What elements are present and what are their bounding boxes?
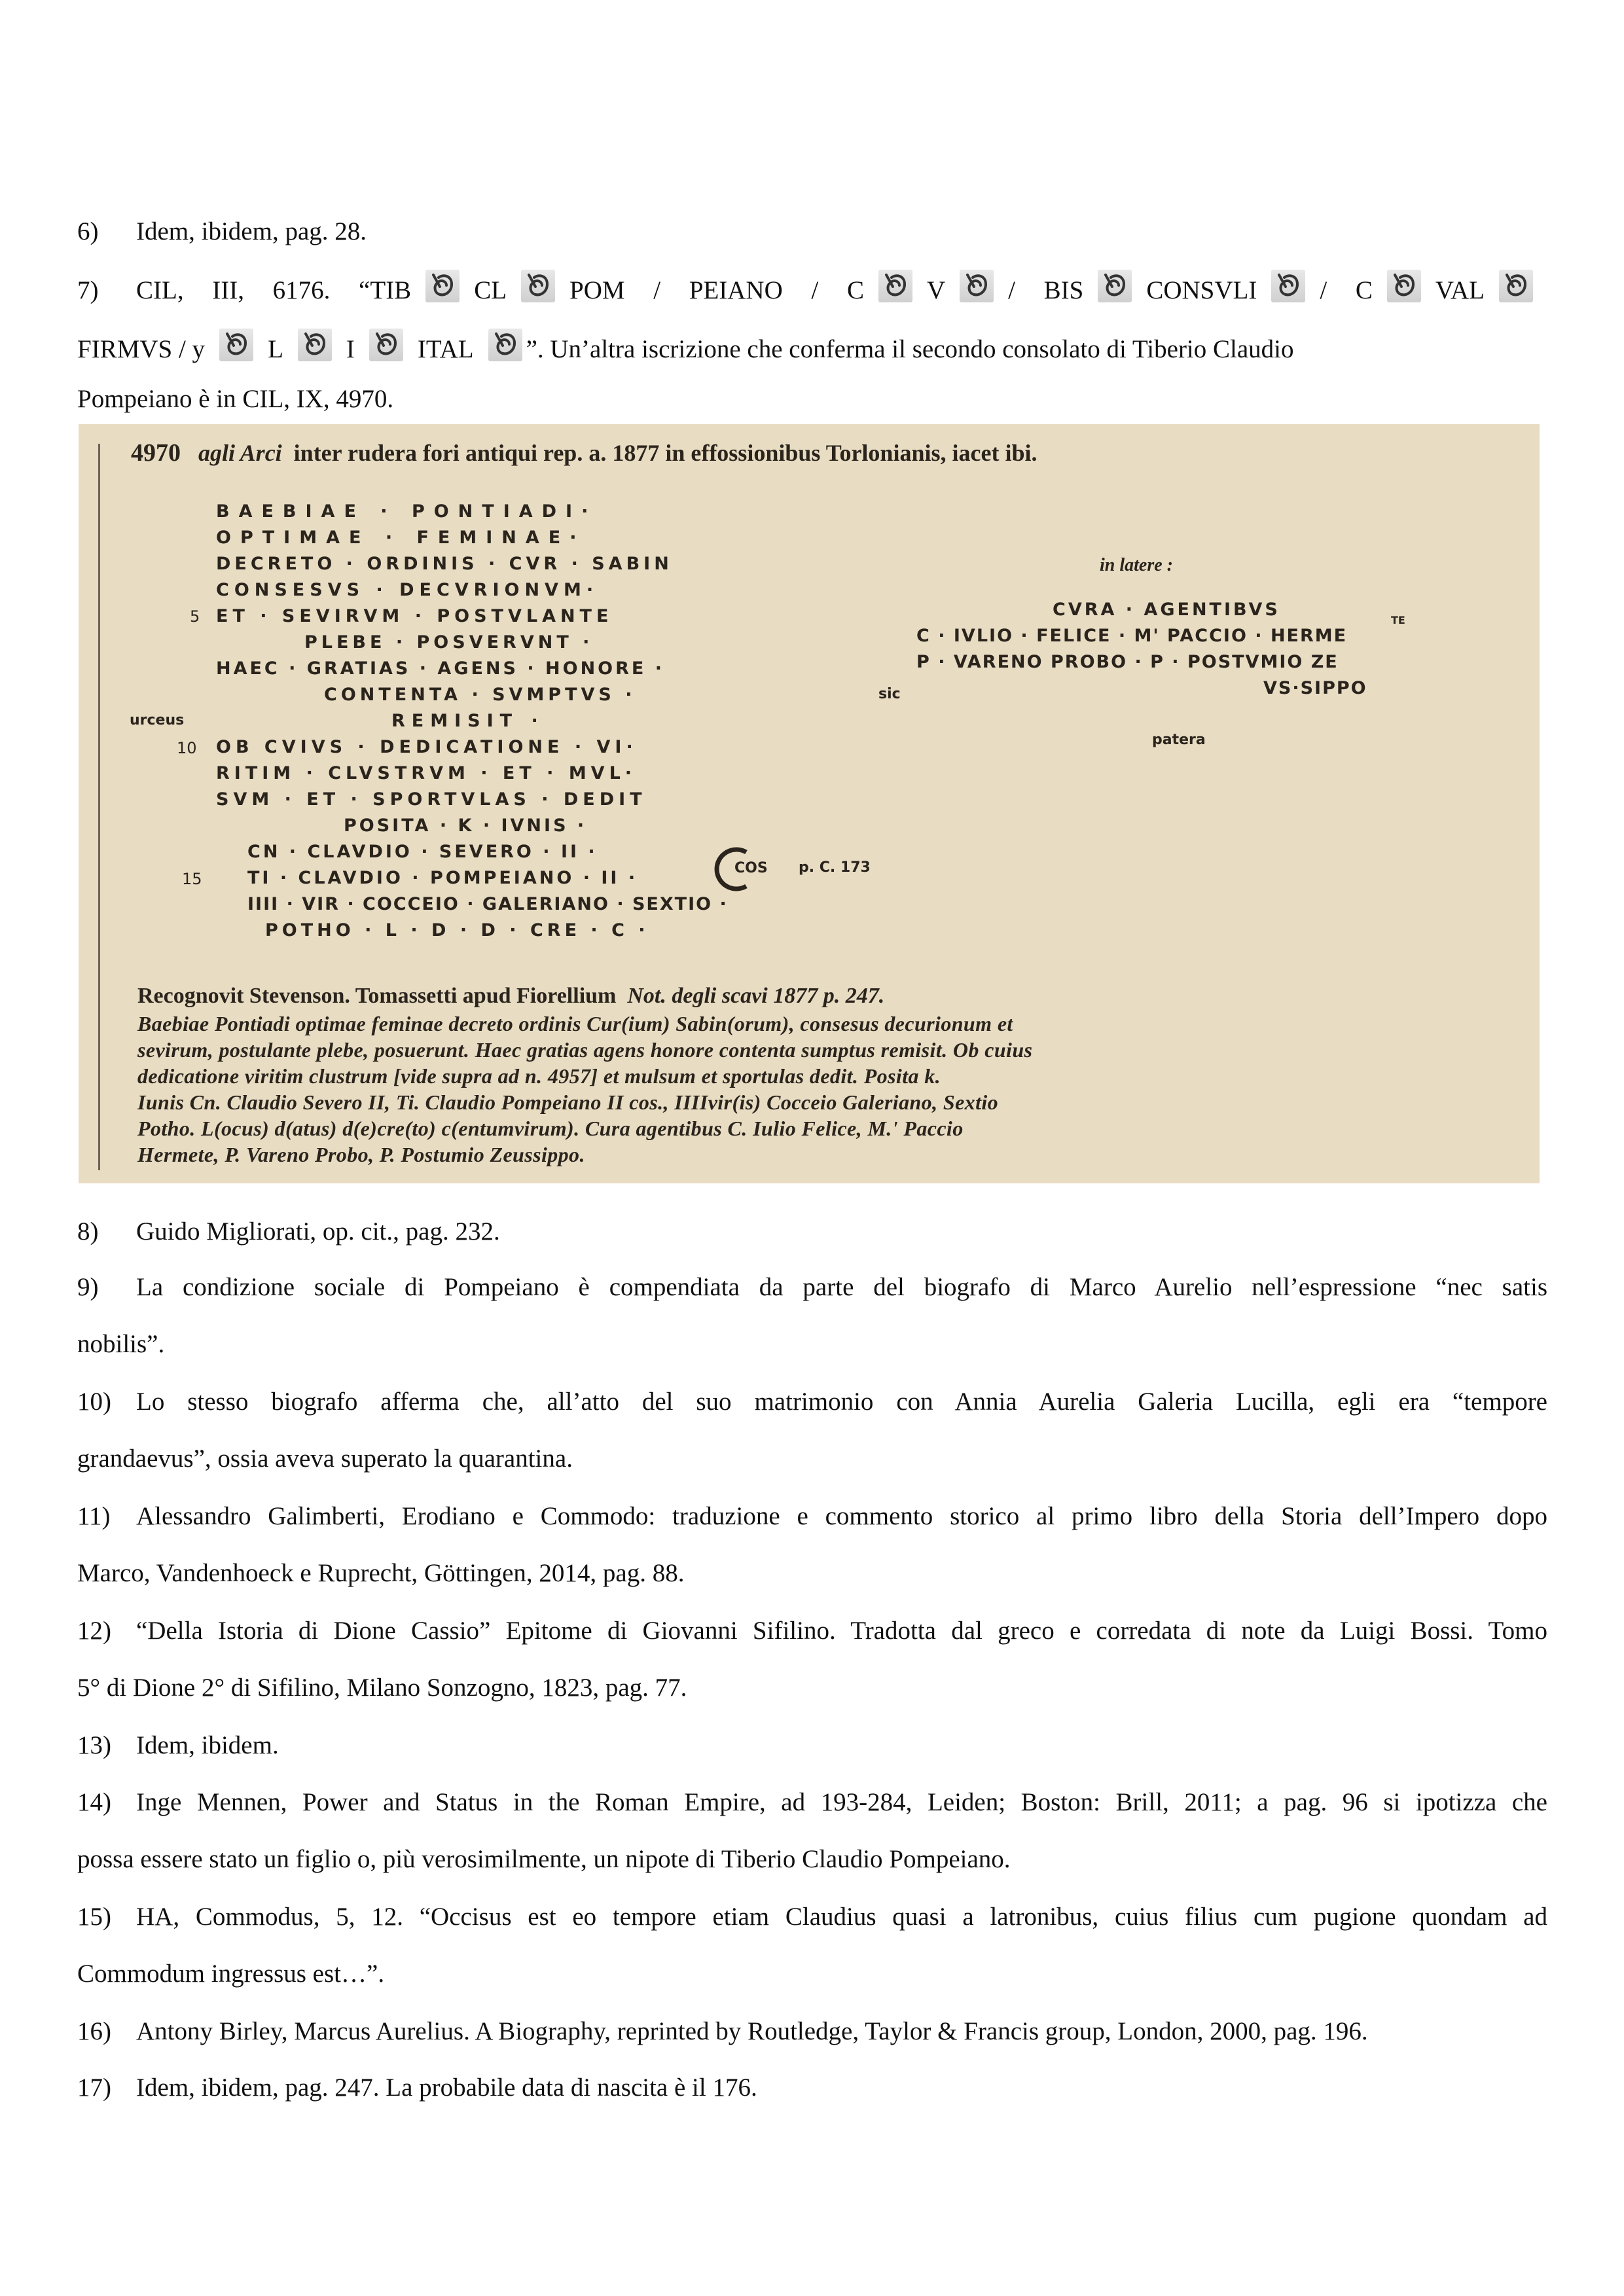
footnote-text: “Della Istoria di Dione Cassio” Epitome di Giovanni Sifilino. Tradotta dal greco e corredata di note da Luigi Bossi. Tomo: [136, 1617, 1547, 1645]
superscript-te: TE: [1391, 614, 1405, 626]
inscription-place: agli Arci: [198, 440, 282, 466]
footnote-number: 16): [77, 2017, 111, 2045]
footnote-10-cont: grandaevus”, ossia aveva superato la quarantina.: [77, 1444, 573, 1473]
footnote-text: V: [926, 276, 946, 304]
in-latere-line: P · VARENO PROBO · P · POSTVMIO ZE: [916, 652, 1339, 672]
footnote-7-line-2: [77, 329, 1294, 365]
commentary-line: Hermete, P. Vareno Probo, P. Postumio Zeussippo.: [137, 1143, 585, 1166]
footnote-17: [77, 2072, 1547, 2104]
footnote-number: 12): [77, 1617, 111, 1645]
footnote-text: / C: [1320, 276, 1373, 304]
footnote-number: 6): [77, 217, 99, 245]
footnote-16: [77, 2016, 1547, 2047]
inscription-scan: [79, 424, 1540, 1183]
inscription-line: POSITA · K · IVNIS ·: [344, 816, 587, 836]
footnote-text: ITAL: [417, 335, 474, 363]
line-number: 10: [177, 739, 197, 757]
footnote-text: HA, Commodus, 5, 12. “Occisus est eo tempore etiam Claudius quasi a latronibus, cuius filius cum pugione quondam ad: [136, 1903, 1547, 1931]
footnote-14: [77, 1787, 1547, 1818]
footnote-text: VAL: [1435, 276, 1485, 304]
inscription-line: OPTIMAE · FEMINAE·: [216, 528, 586, 548]
footnote-text: Alessandro Galimberti, Erodiano e Commodo: traduzione e commento storico al primo libro della Storia dell’Impero dopo: [136, 1502, 1547, 1530]
footnote-number: 7): [77, 276, 99, 304]
footnote-text: FIRMVS / y: [77, 335, 206, 363]
footnote-text: ”. Un’altra iscrizione che conferma il secondo consolato di Tiberio Claudio: [526, 335, 1294, 363]
commentary-line: dedicatione viritim clustrum [vide supra ad n. 4957] et mulsum et sportulas dedit. Posita k.: [137, 1064, 941, 1088]
leaf-icon: [878, 270, 912, 302]
line-number: 5: [190, 607, 200, 626]
inscription-line: REMISIT ·: [391, 711, 545, 731]
inscription-line: DECRETO · ORDINIS · CVR · SABIN: [216, 554, 673, 574]
footnote-number: 8): [77, 1217, 99, 1246]
leaf-icon: [521, 270, 555, 302]
recognovit-text: Recognovit Stevenson. Tomassetti apud Fiorellium: [137, 984, 617, 1008]
in-latere-line: VS·SIPPO: [1263, 678, 1367, 698]
footnote-7-line-3: Pompeiano è in CIL, IX, 4970.: [77, 385, 394, 413]
side-note-patera: patera: [1152, 732, 1206, 748]
footnote-15-cont: Commodum ingressus est…”.: [77, 1960, 385, 1988]
footnote-7-line-1: [77, 270, 1547, 306]
in-latere-line: CVRA · AGENTIBVS: [1053, 600, 1280, 620]
leaf-icon: [425, 270, 460, 302]
footnote-text: Idem, ibidem.: [136, 1731, 279, 1759]
cos-ligature: [708, 843, 767, 895]
side-note-date: p. C. 173: [799, 859, 871, 876]
recognovit-reference: Not. degli scavi 1877 p. 247.: [627, 984, 885, 1008]
footnote-text: CL: [474, 276, 507, 304]
leaf-icon: [960, 270, 994, 302]
leaf-icon: [369, 329, 403, 361]
footnote-number: 15): [77, 1903, 111, 1931]
inscription-number: 4970: [131, 439, 181, 467]
footnote-14-cont: possa essere stato un figlio o, più verosimilmente, un nipote di Tiberio Claudio Pompeiano.: [77, 1845, 1011, 1873]
in-latere-label: in latere :: [1100, 555, 1173, 575]
side-note-sic: sic: [878, 686, 901, 702]
footnote-13: [77, 1730, 1547, 1761]
side-note-urceus: urceus: [130, 712, 185, 728]
footnote-text: L: [268, 335, 283, 363]
leaf-icon: [1098, 270, 1132, 302]
leaf-icon: [1499, 270, 1533, 302]
footnote-text: Idem, ibidem, pag. 247. La probabile data di nascita è il 176.: [136, 2073, 757, 2102]
inscription-line: PLEBE · POSVERVNT ·: [304, 632, 594, 653]
cos-text: COS: [734, 860, 768, 876]
commentary-line: Iunis Cn. Claudio Severo II, Ti. Claudio Pompeiano II cos., IIIIvir(is) Cocceio Galeriano, Sextio: [137, 1090, 999, 1114]
scan-header: [131, 439, 1037, 467]
inscription-line: CN · CLAVDIO · SEVERO · II ·: [247, 842, 598, 862]
footnote-12: [77, 1615, 1547, 1647]
footnote-9-cont: nobilis”.: [77, 1330, 165, 1358]
commentary-line: sevirum, postulante plebe, posuerunt. Haec gratias agens honore contenta sumptus remisit. Ob cuius: [137, 1038, 1033, 1062]
leaf-icon: [1387, 270, 1421, 302]
inscription-line: POTHO · L · D · D · CRE · C ·: [265, 920, 649, 941]
leaf-icon: [488, 329, 522, 361]
inscription-line: CONTENTA · SVMPTVS ·: [324, 685, 636, 705]
line-number: 15: [182, 870, 202, 888]
footnote-text: Guido Migliorati, op. cit., pag. 232.: [136, 1217, 500, 1246]
footnote-9: [77, 1272, 1547, 1303]
footnote-number: 14): [77, 1788, 111, 1816]
inscription-line: OB CVIVS · DEDICATIONE · VI·: [216, 737, 638, 757]
footnote-text: La condizione sociale di Pompeiano è compendiata da parte del biografo di Marco Aurelio nell’espressione “nec satis: [136, 1273, 1547, 1301]
footnote-number: 17): [77, 2073, 111, 2102]
leaf-icon: [298, 329, 332, 361]
footnote-8: [77, 1216, 1547, 1247]
leaf-icon: [1271, 270, 1305, 302]
footnote-6: [77, 216, 1547, 247]
footnote-number: 13): [77, 1731, 111, 1759]
footnote-text: / BIS: [1008, 276, 1084, 304]
footnote-12-cont: 5° di Dione 2° di Sifilino, Milano Sonzogno, 1823, pag. 77.: [77, 1674, 687, 1702]
footnote-text: Inge Mennen, Power and Status in the Roman Empire, ad 193-284, Leiden; Boston: Brill, 2011; a pag. 96 si ipotizza che: [136, 1788, 1547, 1816]
footnote-text: CONSVLI: [1146, 276, 1257, 304]
inscription-line: SVM · ET · SPORTVLAS · DEDIT: [216, 789, 647, 810]
inscription-line: CONSESVS · DECVRIONVM·: [216, 580, 599, 600]
commentary-line: Potho. L(ocus) d(atus) d(e)cre(to) c(entumvirum). Cura agentibus C. Iulio Felice, M.' Paccio: [137, 1117, 964, 1140]
footnote-number: 10): [77, 1388, 111, 1416]
in-latere-line: C · IVLIO · FELICE · M' PACCIO · HERME: [916, 626, 1348, 646]
leaf-icon: [219, 329, 253, 361]
inscription-header-text: inter rudera fori antiqui rep. a. 1877 in effossionibus Torlonianis, iacet ibi.: [293, 440, 1038, 466]
footnote-text: CIL, III, 6176. “TIB: [136, 276, 412, 304]
inscription-line: IIII · VIR · COCCEIO · GALERIANO · SEXTIO ·: [247, 894, 728, 914]
footnote-text: POM / PEIANO / C: [569, 276, 864, 304]
footnote-11: [77, 1501, 1547, 1532]
footnote-10: [77, 1386, 1547, 1418]
inscription-line: TI · CLAVDIO · POMPEIANO · II ·: [247, 868, 638, 888]
footnote-text: Antony Birley, Marcus Aurelius. A Biography, reprinted by Routledge, Taylor & Francis group, London, 2000, pag. 196.: [136, 2017, 1368, 2045]
footnote-15: [77, 1901, 1547, 1933]
footnote-text: Idem, ibidem, pag. 28.: [136, 217, 367, 245]
footnote-number: 9): [77, 1273, 99, 1301]
inscription-line: RITIM · CLVSTRVM · ET · MVL·: [216, 763, 637, 783]
commentary-line: Baebiae Pontiadi optimae feminae decreto ordinis Cur(ium) Sabin(orum), consesus decurionum et: [137, 1012, 1013, 1035]
margin-rule: [98, 444, 100, 1170]
footnote-text: Lo stesso biografo afferma che, all’atto del suo matrimonio con Annia Aurelia Galeria Lucilla, egli era “tempore: [136, 1388, 1547, 1416]
footnote-11-cont: Marco, Vandenhoeck e Ruprecht, Göttingen, 2014, pag. 88.: [77, 1559, 685, 1587]
inscription-line: BAEBIAE · PONTIADI·: [216, 501, 598, 522]
footnote-number: 11): [77, 1502, 111, 1530]
inscription-line: ET · SEVIRVM · POSTVLANTE: [216, 606, 613, 626]
inscription-line: HAEC · GRATIAS · AGENS · HONORE ·: [216, 658, 665, 679]
footnote-text: I: [346, 335, 355, 363]
recognovit-line: [137, 984, 884, 1009]
